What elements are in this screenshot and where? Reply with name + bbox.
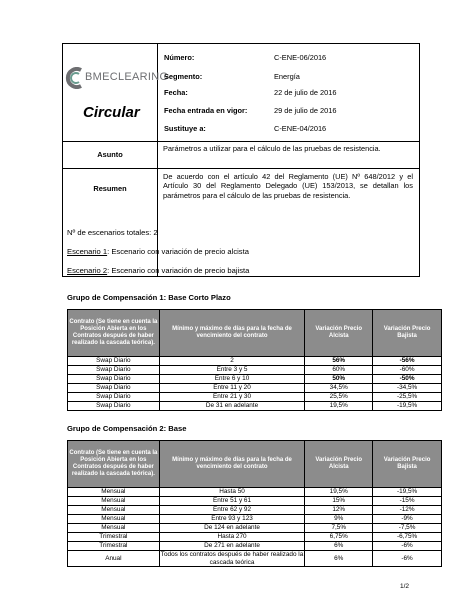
- cell-bajista: -6%: [373, 542, 442, 551]
- cell-bajista: -12%: [373, 506, 442, 515]
- cell-contrato: Swap Diario: [68, 366, 160, 375]
- cell-dias: Hasta 270: [159, 533, 305, 542]
- cell-alcista: 19,5%: [305, 402, 373, 411]
- table-row: [68, 506, 442, 515]
- cell-dias: Entre 21 y 30: [159, 393, 305, 402]
- circular-header: [62, 43, 420, 277]
- cell-contrato: Swap Diario: [68, 402, 160, 411]
- cell-alcista: 50%: [305, 375, 373, 384]
- asunto-text: Parámetros a utilizar para el cálculo de las pruebas de resistencia.: [163, 144, 381, 153]
- scenario-2-label: Escenario 2: [67, 266, 108, 275]
- cell-contrato: Swap Diario: [68, 393, 160, 402]
- col-header-bajista: Variación Precio Bajista: [373, 441, 442, 488]
- cell-dias: Entre 51 y 61: [159, 497, 305, 506]
- cell-bajista: -60%: [373, 366, 442, 375]
- cell-dias: 2: [159, 357, 305, 366]
- circular-title: Circular: [83, 104, 140, 121]
- bme-clearing-logo: [65, 66, 169, 90]
- scenario-1-label: Escenario 1: [67, 247, 108, 256]
- field-label-numero: Número:: [164, 53, 195, 62]
- col-header-dias: Mínimo y máximo de días para la fecha de vencimiento del contrato: [159, 310, 305, 357]
- page-number: 1/2: [400, 583, 410, 590]
- table-row: [68, 533, 442, 542]
- cell-contrato: Mensual: [68, 488, 160, 497]
- cell-alcista: 6,75%: [305, 533, 373, 542]
- cell-contrato: Mensual: [68, 506, 160, 515]
- cell-dias: De 271 en adelante: [159, 542, 305, 551]
- col-header-dias: Mínimo y máximo de días para la fecha de vencimiento del contrato: [159, 441, 305, 488]
- field-label-sustituye: Sustituye a:: [164, 124, 206, 133]
- col-header-alcista: Variación Precio Alcista: [305, 310, 373, 357]
- table-row: [68, 542, 442, 551]
- cell-alcista: 60%: [305, 366, 373, 375]
- cell-bajista: -19,5%: [373, 488, 442, 497]
- cell-bajista: -7,5%: [373, 524, 442, 533]
- cell-dias: Entre 3 y 5: [159, 366, 305, 375]
- table-row: [68, 357, 442, 366]
- field-value-entrada-vigor: 29 de julio de 2016: [274, 106, 337, 115]
- table-row: [68, 384, 442, 393]
- cell-bajista: -6,75%: [373, 533, 442, 542]
- group2-title: Grupo de Compensación 2: Base: [67, 424, 187, 433]
- cell-dias: Todos los contratos después de haber realizado la cascada teórica: [160, 551, 304, 566]
- group1-table: [67, 309, 442, 411]
- field-value-fecha: 22 de julio de 2016: [274, 88, 337, 97]
- cell-bajista: -34,5%: [373, 384, 442, 393]
- field-label-entrada-vigor: Fecha entrada en vigor:: [164, 106, 248, 115]
- table-row: [68, 524, 442, 533]
- table-row: [68, 551, 442, 567]
- cell-dias: De 31 en adelante: [159, 402, 305, 411]
- table-row: [68, 497, 442, 506]
- cell-bajista: -6%: [373, 551, 442, 567]
- cell-bajista: -25,5%: [373, 393, 442, 402]
- cell-alcista: 6%: [305, 551, 373, 567]
- scenario-2: [67, 266, 249, 275]
- total-scenarios: Nº de escenarios totales: 2: [67, 228, 158, 237]
- cell-contrato: Mensual: [68, 497, 160, 506]
- table-row: [68, 488, 442, 497]
- col-header-contrato: Contrato (Se tiene en cuenta la Posición Abierta en los Contratos después de haber realizado la cascada teórica).: [68, 441, 160, 488]
- table-row: [68, 366, 442, 375]
- cell-alcista: 19,5%: [305, 488, 373, 497]
- cell-contrato: Anual: [68, 551, 160, 567]
- cell-alcista: 9%: [305, 515, 373, 524]
- table-row: [68, 375, 442, 384]
- cell-dias: Entre 62 y 92: [159, 506, 305, 515]
- scenario-1-text: : Escenario con variación de precio alcista: [107, 247, 249, 256]
- cell-contrato: Swap Diario: [68, 384, 160, 393]
- cell-alcista: 12%: [305, 506, 373, 515]
- cell-alcista: 25,5%: [305, 393, 373, 402]
- cell-contrato: Mensual: [68, 524, 160, 533]
- cell-dias: Hasta 50: [159, 488, 305, 497]
- field-label-fecha: Fecha:: [164, 88, 188, 97]
- cell-contrato: Swap Diario: [68, 375, 160, 384]
- field-value-sustituye: C-ENE-04/2016: [274, 124, 327, 133]
- cell-alcista: 7,5%: [305, 524, 373, 533]
- cell-contrato: Trimestral: [68, 542, 160, 551]
- cell-bajista: -50%: [373, 375, 442, 384]
- cell-dias: Entre 93 y 123: [159, 515, 305, 524]
- cell-bajista: -9%: [373, 515, 442, 524]
- group1-title: Grupo de Compensación 1: Base Corto Plazo: [67, 293, 231, 302]
- field-value-segmento: Energía: [274, 72, 300, 81]
- asunto-label: Asunto: [97, 150, 123, 159]
- col-header-alcista: Variación Precio Alcista: [305, 441, 373, 488]
- cell-contrato: Trimestral: [68, 533, 160, 542]
- field-value-numero: C-ENE-06/2016: [274, 53, 327, 62]
- resumen-text: De acuerdo con el artículo 42 del Reglamento (UE) Nº 648/2012 y el Artículo 30 del Reglamento Delegado (UE) 153/2013, se detallan los parámetros para el cálculo de las pruebas de resistencia.: [163, 172, 413, 200]
- cell-alcista: 15%: [305, 497, 373, 506]
- field-label-segmento: Segmento:: [164, 72, 203, 81]
- cell-dias: De 124 en adelante: [159, 524, 305, 533]
- group2-table: [67, 440, 442, 567]
- cell-bajista: -19,5%: [373, 402, 442, 411]
- cell-bajista: -15%: [373, 497, 442, 506]
- cell-contrato: Swap Diario: [68, 357, 160, 366]
- resumen-label: Resumen: [93, 184, 127, 193]
- cell-alcista: 56%: [305, 357, 373, 366]
- cell-contrato: Mensual: [68, 515, 160, 524]
- col-header-contrato: Contrato (Se tiene en cuenta la Posición Abierta en los Contratos después de haber realizado la cascada teórica).: [68, 310, 160, 357]
- cell-dias: Entre 11 y 20: [159, 384, 305, 393]
- table-row: [68, 402, 442, 411]
- logo-text: BMECLEARING: [85, 71, 169, 83]
- cell-bajista: -56%: [373, 357, 442, 366]
- logo-mark-icon: [65, 67, 85, 89]
- scenario-1: [67, 247, 249, 256]
- cell-alcista: 34,5%: [305, 384, 373, 393]
- table-row: [68, 515, 442, 524]
- cell-alcista: 6%: [305, 542, 373, 551]
- scenario-2-text: : Escenario con variación de precio bajista: [107, 266, 250, 275]
- table-row: [68, 393, 442, 402]
- col-header-bajista: Variación Precio Bajista: [373, 310, 442, 357]
- cell-dias: Entre 6 y 10: [159, 375, 305, 384]
